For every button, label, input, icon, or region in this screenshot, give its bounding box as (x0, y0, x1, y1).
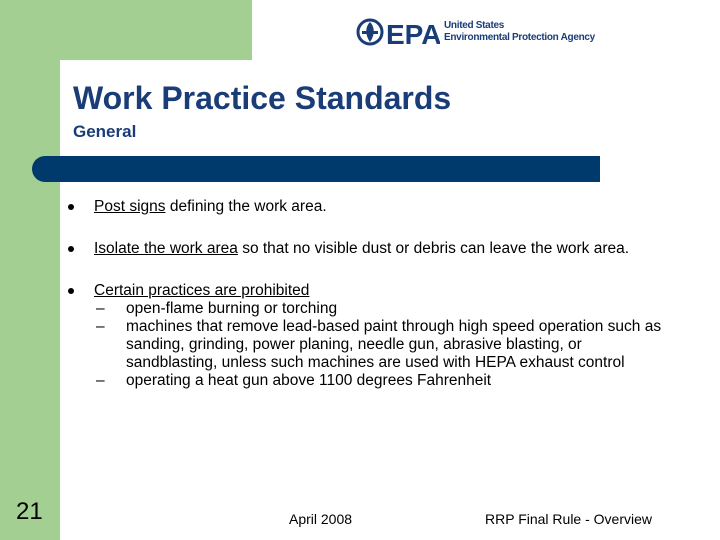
epa-logo-text-line1: United States (444, 20, 505, 31)
sub-bullet-dash: – (96, 372, 105, 389)
slide-subtitle: General (73, 122, 137, 141)
sub-bullet-item (94, 300, 668, 318)
footer-date: April 2008 (289, 511, 353, 527)
title-divider-bar (32, 156, 600, 182)
bullet-item (68, 240, 668, 258)
slide-number: 21 (16, 498, 43, 525)
epa-logo-mark (356, 16, 440, 52)
sub-bullet-text: operating a heat gun above 1100 degrees Fahrenheit (126, 372, 492, 389)
bullet-item (68, 198, 668, 216)
bullet-dot (68, 246, 74, 252)
sub-bullet-list (94, 300, 668, 390)
green-header-band (0, 0, 252, 60)
epa-logo-text (444, 20, 595, 44)
slide-title: Work Practice Standards (73, 80, 452, 116)
bullet-item (68, 282, 668, 390)
bullet-dot (68, 204, 74, 210)
bullet-underlined-text: Isolate the work area (94, 240, 238, 257)
sub-bullet-text: machines that remove lead-based paint through high speed operation such as sanding, grinding, power planing, needle gun, abrasive blasting, or sandblasting, unless such machines are used with HEPA exhaust control (126, 318, 662, 371)
sub-bullet-dash: – (96, 300, 105, 317)
sub-bullet-text: open-flame burning or torching (126, 300, 338, 317)
green-side-band (0, 60, 60, 540)
sub-bullet-item (94, 318, 668, 372)
footer-title: RRP Final Rule - Overview (485, 511, 653, 527)
bullet-text: so that no visible dust or debris can leave the work area. (237, 240, 630, 257)
bullet-dot (68, 288, 74, 294)
sub-bullet-item (94, 372, 668, 390)
epa-logo-text-line2: Environmental Protection Agency (444, 32, 595, 43)
bullet-underlined-text: Certain practices are prohibited (94, 282, 310, 299)
epa-logo (356, 16, 606, 52)
sub-bullet-dash: – (96, 318, 105, 335)
bullet-list (68, 198, 668, 414)
epa-logo-letters: EPA (386, 19, 440, 50)
bullet-underlined-text: Post signs (94, 198, 166, 215)
bullet-text: defining the work area. (165, 198, 327, 215)
